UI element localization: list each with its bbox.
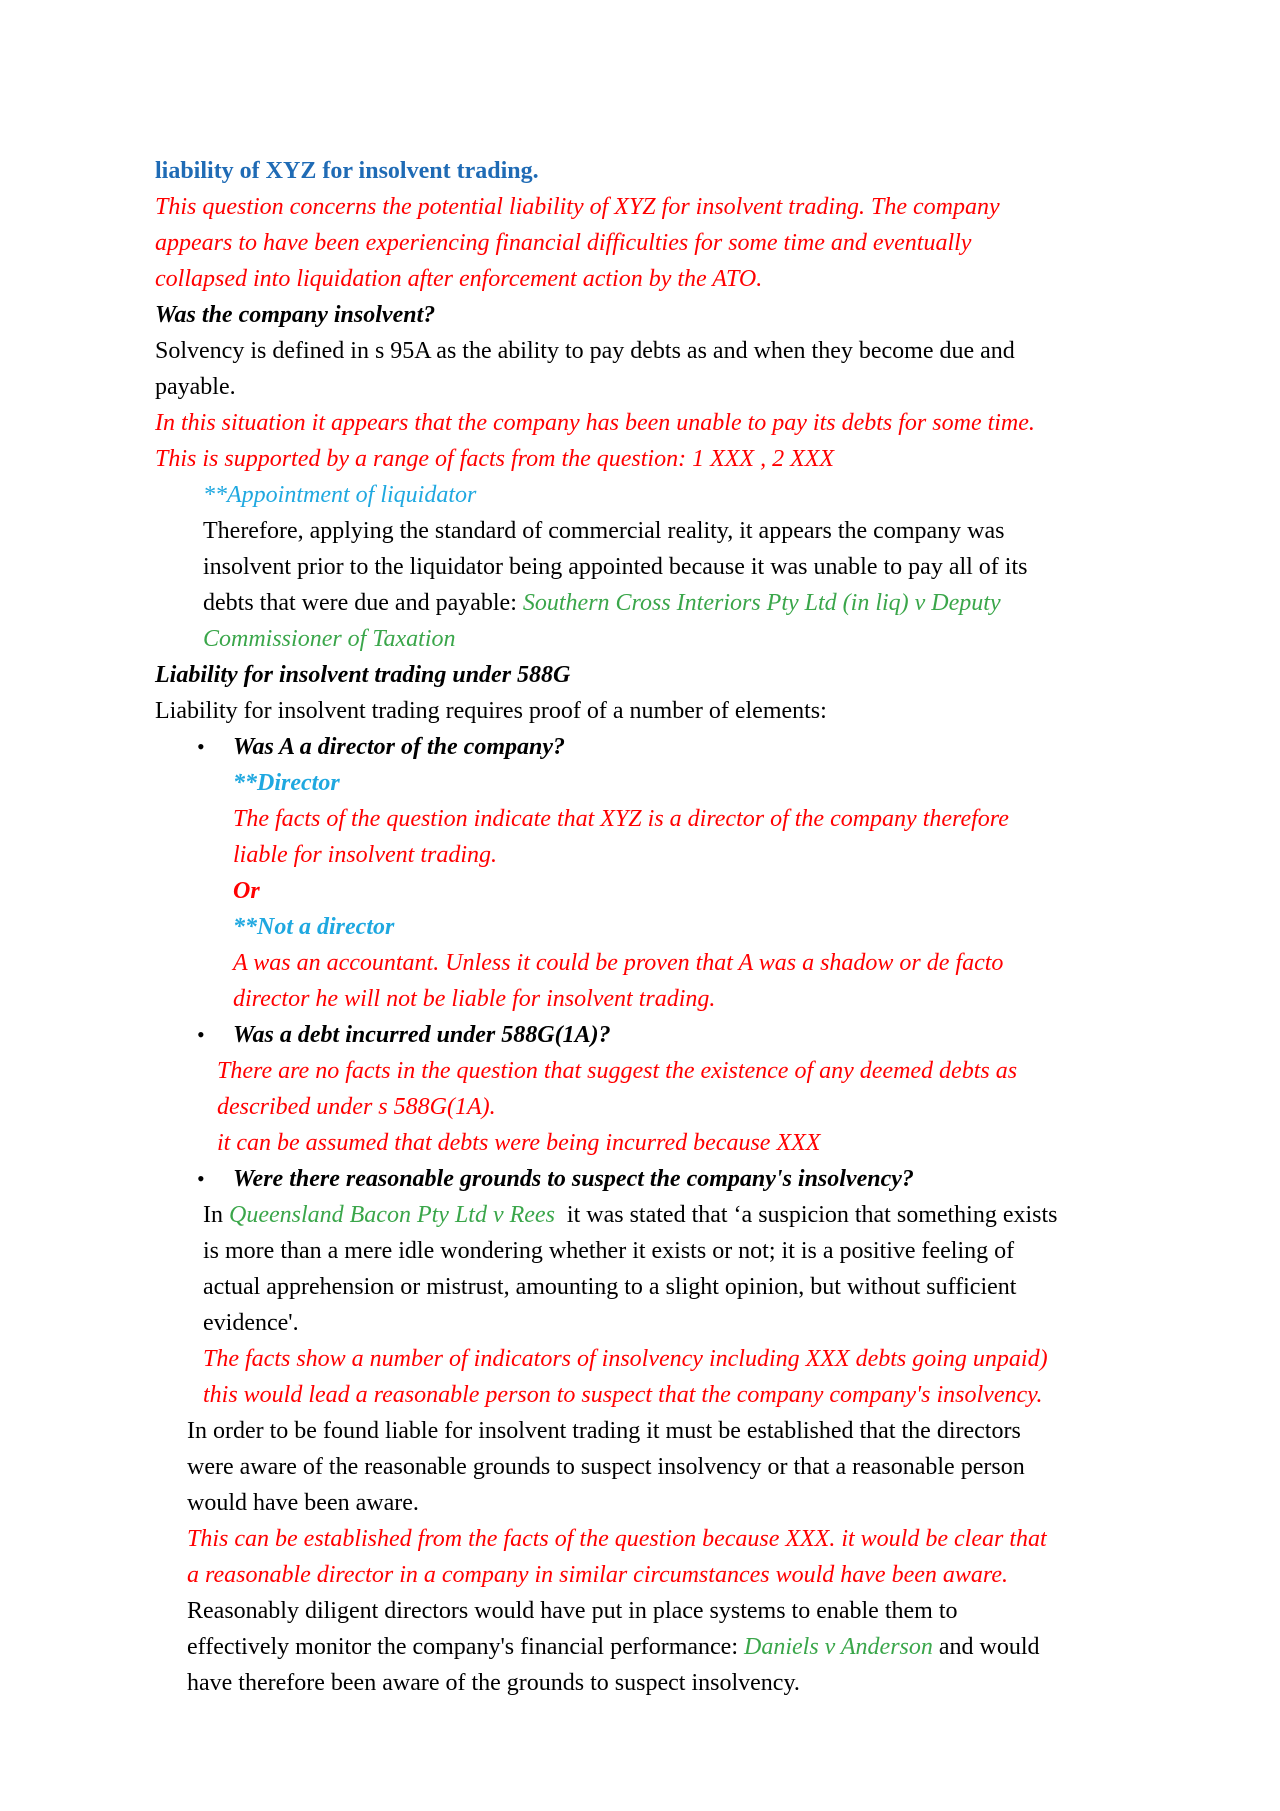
analysis-line: This can be established from the facts of the question because XXX. it would be clear that <box>187 1526 1047 1552</box>
body-text: In <box>203 1202 229 1228</box>
body-text: debts that were due and payable: <box>203 590 523 616</box>
body-line <box>203 588 1001 618</box>
analysis-line: The facts of the question indicate that XYZ is a director of the company therefore <box>233 806 1009 832</box>
body-line: Liability for insolvent trading requires proof of a number of elements: <box>155 698 827 724</box>
analysis-line: a reasonable director in a company in similar circumstances would have been aware. <box>187 1562 1008 1588</box>
or-label: Or <box>233 878 260 904</box>
body-line: payable. <box>155 374 236 400</box>
intro-line: This question concerns the potential liability of XYZ for insolvent trading. The company <box>155 194 1000 220</box>
body-line: Reasonably diligent directors would have put in place systems to enable them to <box>187 1598 958 1624</box>
case-citation: Southern Cross Interiors Pty Ltd (in liq) v Deputy <box>522 590 1001 616</box>
body-line: In order to be found liable for insolvent trading it must be established that the directors <box>187 1418 1021 1444</box>
body-line: Therefore, applying the standard of commercial reality, it appears the company was <box>203 518 1005 544</box>
analysis-line: it can be assumed that debts were being incurred because XXX <box>217 1130 821 1156</box>
analysis-line: described under s 588G(1A). <box>217 1094 496 1120</box>
question-heading: Was the company insolvent? <box>155 302 436 328</box>
section-subheading: Liability for insolvent trading under 588G <box>155 662 571 688</box>
note-label: **Appointment of liquidator <box>203 482 477 508</box>
body-line: Solvency is defined in s 95A as the ability to pay debts as and when they become due and <box>155 338 1015 364</box>
analysis-line: In this situation it appears that the company has been unable to pay its debts for some time. <box>155 410 1035 436</box>
body-text: effectively monitor the company's financial performance: <box>187 1634 744 1660</box>
analysis-line: The facts show a number of indicators of insolvency including XXX debts going unpaid) <box>203 1346 1048 1372</box>
body-text: and would <box>932 1634 1040 1660</box>
note-label: **Not a director <box>233 914 395 940</box>
case-citation: Queensland Bacon Pty Ltd v Rees <box>229 1202 555 1228</box>
case-citation: Daniels v Anderson <box>744 1634 933 1660</box>
bullet-marker: • <box>197 1166 205 1191</box>
quote-line: actual apprehension or mistrust, amounting to a slight opinion, but without sufficient <box>203 1274 1017 1300</box>
body-line <box>203 1200 1058 1230</box>
note-label: **Director <box>233 770 340 796</box>
analysis-line: this would lead a reasonable person to suspect that the company company's insolvency. <box>203 1382 1043 1408</box>
analysis-line: director he will not be liable for insolvent trading. <box>233 986 716 1012</box>
bullet-question: Was A a director of the company? <box>233 734 565 760</box>
analysis-line: liable for insolvent trading. <box>233 842 497 868</box>
analysis-line: A was an accountant. Unless it could be proven that A was a shadow or de facto <box>233 950 1004 976</box>
bullet-marker: • <box>197 734 205 759</box>
bullet-question: Was a debt incurred under 588G(1A)? <box>233 1022 611 1048</box>
bullet-question: Were there reasonable grounds to suspect the company's insolvency? <box>233 1166 914 1192</box>
body-line: would have been aware. <box>187 1490 419 1516</box>
body-line: were aware of the reasonable grounds to suspect insolvency or that a reasonable person <box>187 1454 1025 1480</box>
body-line <box>187 1632 1040 1662</box>
analysis-line: There are no facts in the question that suggest the existence of any deemed debts as <box>217 1058 1018 1084</box>
intro-line: appears to have been experiencing financial difficulties for some time and eventually <box>155 230 972 256</box>
quote-line: evidence'. <box>203 1310 299 1336</box>
quote-line: is more than a mere idle wondering whether it exists or not; it is a positive feeling of <box>203 1238 1015 1264</box>
bullet-marker: • <box>197 1022 205 1047</box>
section-heading: liability of XYZ for insolvent trading. <box>155 158 539 184</box>
body-line: insolvent prior to the liquidator being appointed because it was unable to pay all of its <box>203 554 1028 580</box>
analysis-line: This is supported by a range of facts from the question: 1 XXX , 2 XXX <box>155 446 835 472</box>
body-line: have therefore been aware of the grounds to suspect insolvency. <box>187 1670 800 1696</box>
intro-line: collapsed into liquidation after enforcement action by the ATO. <box>155 266 763 292</box>
body-text: it was stated that ‘a suspicion that something exists <box>554 1202 1058 1228</box>
case-citation: Commissioner of Taxation <box>203 626 456 652</box>
